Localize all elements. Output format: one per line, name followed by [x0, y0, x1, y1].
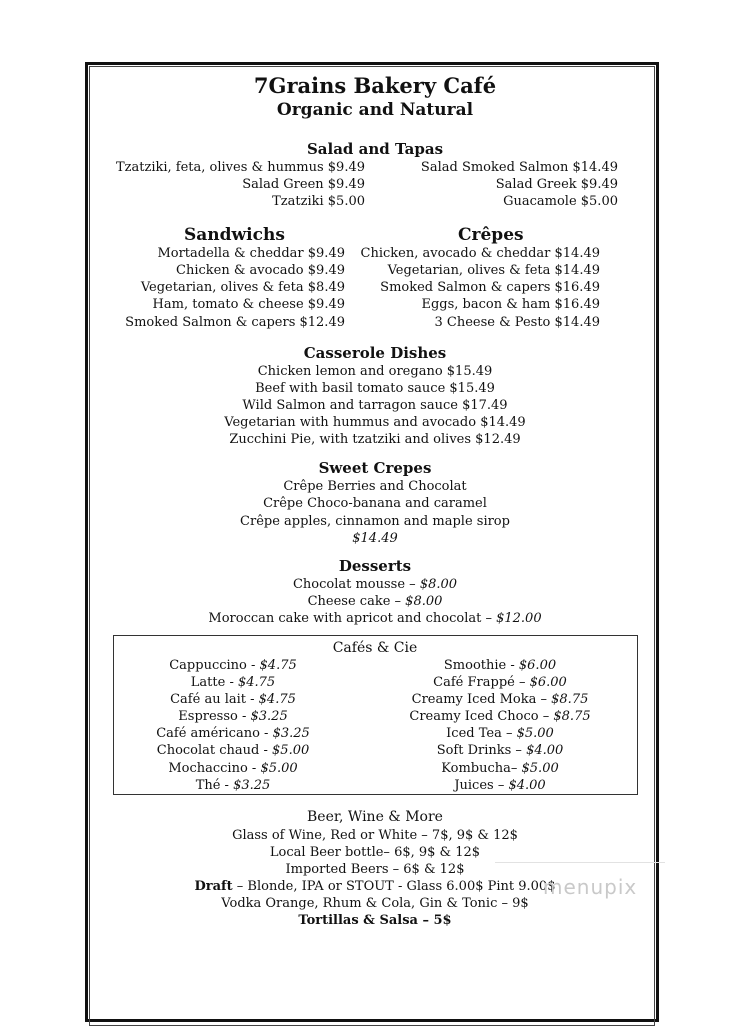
menu-item: Vegetarian, olives & feta $8.49	[140, 280, 345, 295]
menu-item: Imported Beers – 6$ & 12$	[285, 862, 465, 877]
menu-item: Chicken lemon and oregano $15.49	[257, 364, 493, 379]
menu-item: Chicken & avocado $9.49	[176, 263, 345, 278]
menu-item: Cheese cake – $8.00	[307, 594, 443, 609]
menu-item: Ham, tomato & cheese $9.49	[152, 297, 345, 312]
menu-item: Smoked Salmon & capers $12.49	[125, 315, 345, 330]
menu-item: Crêpe Choco-banana and caramel	[263, 496, 487, 511]
menu-item: Tzatziki $5.00	[272, 194, 365, 209]
menu-item: Creamy Iced Choco – $8.75	[409, 709, 591, 724]
menu-item: Café américano - $3.25	[156, 726, 310, 741]
menu-item: Soft Drinks – $4.00	[436, 743, 564, 758]
menu-item: Smoothie - $6.00	[443, 658, 557, 673]
menu-item: Draft – Blonde, IPA or STOUT - Glass 6.00$ Pint 9.00$	[194, 879, 556, 894]
menu-item: Latte - $4.75	[190, 675, 276, 690]
desserts-heading: Desserts	[338, 557, 412, 575]
menu-item: Tzatziki, feta, olives & hummus $9.49	[115, 160, 365, 175]
sweet-crepes-price: $14.49	[352, 531, 398, 546]
menu-item: Espresso - $3.25	[178, 709, 288, 724]
menu-item: 3 Cheese & Pesto $14.49	[434, 315, 600, 330]
menu-item: Café au lait - $4.75	[170, 692, 296, 707]
menu-item: Glass of Wine, Red or White – 7$, 9$ & 12$	[232, 828, 518, 843]
menu-item: Wild Salmon and tarragon sauce $17.49	[242, 398, 508, 413]
restaurant-title: 7Grains Bakery Café	[253, 73, 497, 98]
sandwiches-heading: Sandwichs	[184, 225, 285, 245]
menu-item: Salad Greek $9.49	[495, 177, 618, 192]
menu-item: Thé - $3.25	[195, 778, 271, 793]
menu-item: Moroccan cake with apricot and chocolat – $12.00	[208, 611, 542, 626]
menu-item: Eggs, bacon & ham $16.49	[421, 297, 600, 312]
menu-item: Local Beer bottle– 6$, 9$ & 12$	[269, 845, 481, 860]
menu-item: Juices – $4.00	[454, 778, 546, 793]
menu-item: Vegetarian, olives & feta $14.49	[387, 263, 600, 278]
beer-heading: Beer, Wine & More	[307, 809, 443, 825]
menu-item: Kombucha– $5.00	[441, 761, 559, 776]
watermark-logo: menupix	[543, 875, 638, 899]
menu-item: Crêpe apples, cinnamon and maple sirop	[240, 514, 510, 529]
menu-item: Café Frappé – $6.00	[433, 675, 567, 690]
menu-item: Guacamole $5.00	[503, 194, 618, 209]
menu-item: Beef with basil tomato sauce $15.49	[255, 381, 495, 396]
menu-item: Salad Smoked Salmon $14.49	[420, 160, 618, 175]
menu-item: Vegetarian with hummus and avocado $14.49	[224, 415, 526, 430]
menu-item: Chicken, avocado & cheddar $14.49	[360, 246, 600, 261]
crepes-heading: Crêpes	[458, 225, 524, 245]
menu-item: Chocolat chaud - $5.00	[156, 743, 310, 758]
menu-item: Tortillas & Salsa – 5$	[298, 913, 452, 928]
restaurant-subtitle: Organic and Natural	[276, 100, 474, 120]
menu-item: Zucchini Pie, with tzatziki and olives $12.49	[229, 432, 521, 447]
menu-item: Smoked Salmon & capers $16.49	[380, 280, 600, 295]
menu-item: Crêpe Berries and Chocolat	[283, 479, 467, 494]
watermark-line	[495, 862, 665, 863]
menu-item: Cappuccino - $4.75	[169, 658, 297, 673]
menu-item: Chocolat mousse – $8.00	[292, 577, 458, 592]
cafes-heading: Cafés & Cie	[332, 640, 418, 656]
menu-item: Creamy Iced Moka – $8.75	[411, 692, 589, 707]
casserole-heading: Casserole Dishes	[303, 344, 447, 362]
salad-heading: Salad and Tapas	[306, 140, 444, 158]
sweet-crepes-heading: Sweet Crepes	[318, 459, 432, 477]
menu-item: Iced Tea – $5.00	[446, 726, 554, 741]
menu-item: Vodka Orange, Rhum & Cola, Gin & Tonic – 9$	[221, 896, 529, 911]
menu-item: Salad Green $9.49	[242, 177, 365, 192]
menu-item: Mochaccino - $5.00	[168, 761, 298, 776]
menu-item: Mortadella & cheddar $9.49	[157, 246, 345, 261]
